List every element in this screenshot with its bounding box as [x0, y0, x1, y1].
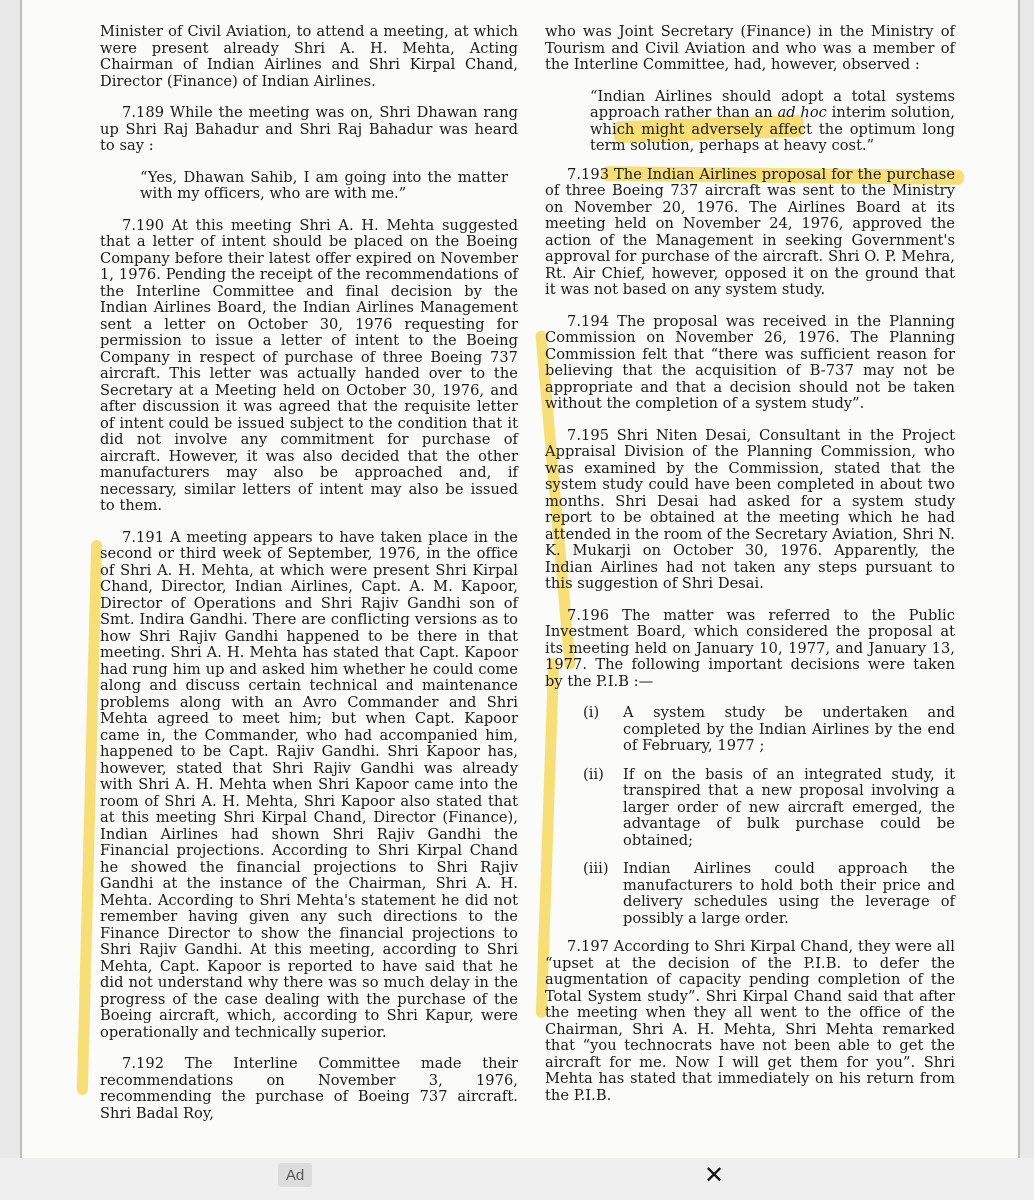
decision-number: (iii)	[583, 860, 609, 877]
paragraph-7-190: 7.190 At this meeting Shri A. H. Mehta suggested that a letter of intent should be placed on the Boeing Company before their latest offer expired on November 1, 1976. Pending the receipt of the recommendations of the Interline Committee and final decision by the Indian Airlines Board, the Indian Airlines Management sent a letter on October 30, 1976 requesting for permission to issue a letter of intent to the Boeing Company in respect of purchase of three Boeing 737 aircraft. This letter was actually handed over to the Secretary at a Meeting held on October 30, 1976, and after discussion it was agreed that the requisite letter of intent could be issued subject to the condition that it did not involve any commitment for purchase of aircraft. However, it was also decided that the other manufacturers may also be approached and, if necessary, similar letters of intent may also be issued to them.	[100, 216, 518, 514]
decision-item	[583, 767, 955, 850]
decision-number: (i)	[583, 704, 600, 721]
decision-text: A system study be undertaken and completed by the Indian Airlines by the end of February, 1977 ;	[623, 704, 955, 754]
right-column	[545, 24, 955, 1119]
close-ad-button[interactable]	[700, 1161, 728, 1189]
paragraph-7-196: 7.196 The matter was referred to the Public Investment Board, which considered the proposal at its meeting held on January 10, 1977, and January 13, 1977. The following important decisions were taken by the P.I.B :—	[545, 606, 955, 690]
highlight-mark-left-7-191	[77, 540, 103, 1095]
paragraph-7-193: 7.193 The Indian Airlines proposal for the purchase of three Boeing 737 aircraft was sent to the Ministry on November 20, 1976. The Airlines Board at its meeting held on November 24, 1976, approved the action of the Management in seeking Government's approval for purchase of the aircraft. Shri O. P. Mehra, Rt. Air Chief, however, opposed it on the ground that it was not based on any system study.	[545, 165, 955, 298]
document-page	[20, 0, 1020, 1158]
paragraph-continued: who was Joint Secretary (Finance) in the Ministry of Tourism and Civil Aviation and who was a member of the Interline Committee, had, however, observed :	[545, 23, 955, 73]
paragraph-7-197: 7.197 According to Shri Kirpal Chand, they were all “upset at the decision of the P.I.B. to defer the augmentation of capacity pending completion of the Total System study”. Shri Kirpal Chand said that after the meeting when they all went to the office of the Chairman, Shri A. H. Mehta, Shri Mehta remarked that “you technocrats have not been able to get the aircraft for me. Now I will get them for you”. Shri Mehta has stated that immediately on his return from the P.I.B.	[545, 938, 955, 1104]
paragraph-7-195: 7.195 Shri Niten Desai, Consultant in the Project Appraisal Division of the Planning Commission, who was examined by the Commission, stated that the system study could have been completed in about two months. Shri Desai had asked for a system study report to be obtained at the meeting which he had attended in the room of the Secretary Aviation, Shri N. K. Mukarji on October 30, 1976. Apparently, the Indian Airlines had not taken any steps pursuant to this suggestion of Shri Desai.	[545, 426, 955, 592]
decision-number: (ii)	[583, 765, 604, 783]
decision-text: Indian Airlines could approach the manufacturers to hold both their price and delivery schedules using the leverage of possibly a large order.	[623, 860, 955, 927]
paragraph-7-192: 7.192 The Interline Committee made their recommendations on November 3, 1976, recommending the purchase of Boeing 737 aircraft. Shri Badal Roy,	[100, 1055, 518, 1122]
paragraph-7-194: 7.194 The proposal was received in the Planning Commission on November 26, 1976. The Planning Commission felt that “there was sufficient reason for believing that the acquisition of B-737 may not be appropriate and that a decision should not be taken without the completion of a system study”.	[545, 312, 955, 412]
quote-part-a: “Indian Airlines should adopt a total systems approach rather than an	[590, 87, 955, 121]
left-column	[100, 24, 518, 1137]
ad-bar	[0, 1158, 1034, 1200]
decision-item	[583, 705, 955, 755]
ad-badge[interactable]: Ad	[278, 1163, 312, 1187]
close-icon: ✕	[703, 1161, 725, 1189]
quote-italic: ad hoc	[777, 104, 827, 121]
paragraph-intro: Minister of Civil Aviation, to attend a meeting, at which were present already Shri A. H. Mehta, Acting Chairman of Indian Airlines and Shri Kirpal Chand, Director (Finance) of Indian Airlines.	[100, 23, 518, 90]
decision-item	[583, 861, 955, 927]
quote-7-189: “Yes, Dhawan Sahib, I am going into the matter with my officers, who are with me.”	[140, 168, 508, 202]
decision-text: If on the basis of an integrated study, it transpired that a new proposal involving a larger order of new aircraft emerged, the advantage of bulk purchase could be obtained;	[623, 765, 955, 849]
paragraph-7-191: 7.191 A meeting appears to have taken place in the second or third week of September, 1976, in the office of Shri A. H. Mehta, at which were present Shri Kirpal Chand, Director, Indian Airlines, Capt. A. M. Kapoor, Director of Operations and Shri Rajiv Gandhi son of Smt. Indira Gandhi. There are conflicting versions as to how Shri Rajiv Gandhi happened to be there in that meeting. Shri A. H. Mehta has stated that Capt. Kapoor had rung him up and asked him whether he could come along and discuss certain technical and maintenance problems along with an Avro Commander and Shri Mehta agreed to meet him; but when Capt. Kapoor came in, the Commander, who had accompanied him, happened to be Capt. Rajiv Gandhi. Shri Kapoor has, however, stated that Shri Rajiv Gandhi was already with Shri A. H. Mehta when Shri Kapoor came into the room of Shri A. H. Mehta, Shri Kapoor also stated that at this meeting Shri Kirpal Chand, Director (Finance), Indian Airlines had shown Shri Rajiv Gandhi the Financial projections. According to Shri Kirpal Chand he showed the financial projections to Shri Rajiv Gandhi at the instance of the Chairman, Shri A. H. Mehta. According to Shri Mehta's statement he did not remember having given any such directions to the Finance Director to show the financial projections to Shri Rajiv Gandhi. At this meeting, according to Shri Mehta, Capt. Kapoor is reported to have said that he did not understand why there was so much delay in the progress of the case dealing with the purchase of the Boeing aircraft, which, according to Shri Kapur, were operationally and technically superior.	[100, 528, 518, 1041]
paragraph-7-189: 7.189 While the meeting was on, Shri Dhawan rang up Shri Raj Bahadur and Shri Raj Bahadur was heard to say :	[100, 104, 518, 154]
quote-systems-approach	[590, 89, 955, 155]
quote-part-b: interim solution, which might adversely affect the optimum long term solution, perhaps at heavy cost.”	[590, 104, 955, 154]
